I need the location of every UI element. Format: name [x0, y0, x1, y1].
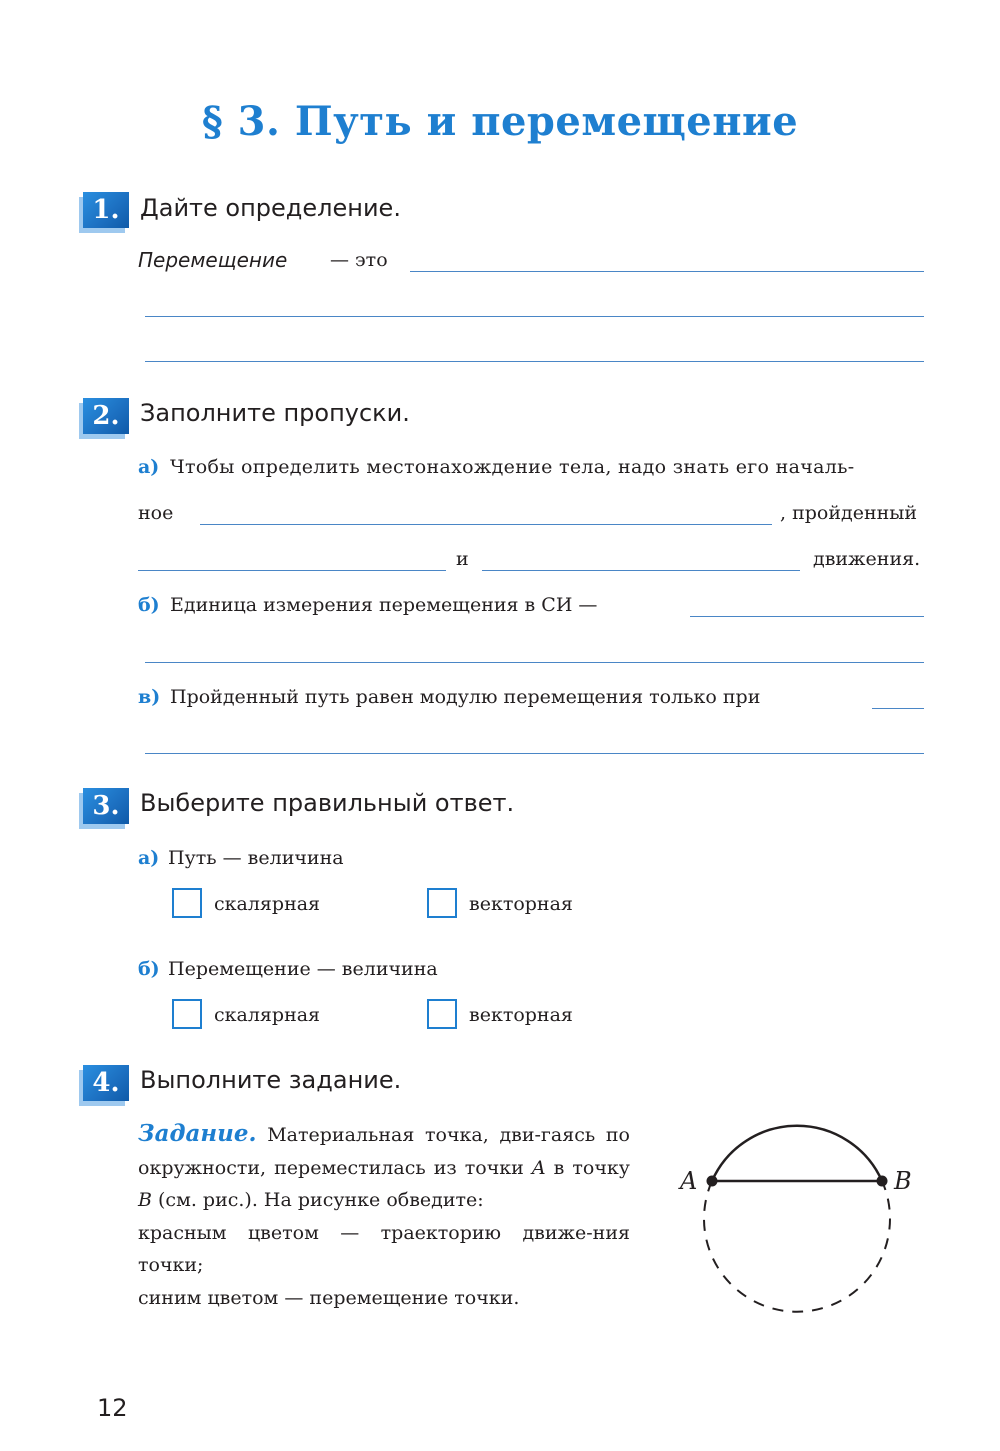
question-4-badge: 4.	[83, 1065, 129, 1101]
q2-b-answer-line-1[interactable]	[690, 616, 924, 617]
q2-a-text-3: , пройденный	[780, 502, 918, 524]
q3-b-vector-checkbox[interactable]	[427, 999, 457, 1029]
q2-c-answer-line-2[interactable]	[145, 753, 924, 754]
q4-task-text-4: красным цветом — траекторию движе-ния точки;	[138, 1221, 630, 1276]
q3-b-scalar-label: скалярная	[214, 1004, 321, 1026]
point-b-label: B	[894, 1167, 912, 1195]
point-a-label: A	[680, 1167, 698, 1195]
q2-a-label: а)	[138, 456, 160, 478]
q2-a-answer-line-3[interactable]	[482, 570, 800, 571]
q4-point-a-ref: A	[531, 1156, 546, 1179]
q4-task-label: Задание.	[138, 1120, 257, 1147]
dashed-circle-arc	[704, 1181, 890, 1312]
q3-b-label: б)	[138, 958, 160, 980]
q3-b-scalar-checkbox[interactable]	[172, 999, 202, 1029]
q4-point-b-ref: B	[138, 1189, 152, 1211]
q2-a-answer-line-2[interactable]	[138, 570, 446, 571]
question-4-heading: Выполните задание.	[140, 1066, 402, 1094]
q2-a-text-5: движения.	[813, 548, 921, 570]
q2-b-label: б)	[138, 594, 160, 616]
q4-task-text-3: (см. рис.). На рисунке обведите:	[158, 1189, 484, 1211]
question-1-heading: Дайте определение.	[140, 194, 401, 222]
q2-b-text: Единица измерения перемещения в СИ —	[170, 594, 598, 616]
q2-a-text-1: Чтобы определить местонахождение тела, надо знать его началь-	[170, 456, 855, 478]
q3-a-text: Путь — величина	[168, 847, 344, 869]
q4-task-text-1: Материальная точка, дви-гаясь по окружности, переместилась из точки	[138, 1124, 630, 1179]
q4-task-text	[138, 1118, 630, 1314]
page-title: § 3. Путь и перемещение	[201, 98, 799, 145]
question-2-heading: Заполните пропуски.	[140, 399, 410, 427]
q2-b-answer-line-2[interactable]	[145, 662, 924, 663]
q3-b-text: Перемещение — величина	[168, 958, 438, 980]
q2-c-label: в)	[138, 686, 161, 708]
q3-b-vector-label: векторная	[469, 1004, 573, 1026]
q4-task-text-2: в точку	[553, 1156, 630, 1179]
circle-figure	[670, 1120, 930, 1350]
trajectory-arc	[712, 1126, 882, 1181]
question-3-heading: Выберите правильный ответ.	[140, 789, 515, 817]
q1-answer-line-3[interactable]	[145, 361, 924, 362]
question-2-badge: 2.	[83, 398, 129, 434]
question-1-badge: 1.	[83, 192, 129, 228]
q1-term: Перемещение	[138, 248, 288, 272]
q3-a-vector-label: векторная	[469, 893, 573, 915]
q2-a-answer-line-1[interactable]	[200, 524, 772, 525]
q2-c-answer-line-1[interactable]	[872, 708, 924, 709]
q3-a-vector-checkbox[interactable]	[427, 888, 457, 918]
point-a-dot	[707, 1176, 718, 1187]
page-number: 12	[97, 1394, 128, 1422]
question-3-badge: 3.	[83, 788, 129, 824]
q3-a-label: а)	[138, 847, 160, 869]
q2-a-text-2: ное	[138, 502, 174, 524]
q1-answer-line-2[interactable]	[145, 316, 924, 317]
q3-a-scalar-checkbox[interactable]	[172, 888, 202, 918]
q2-c-text: Пройденный путь равен модулю перемещения только при	[170, 686, 761, 708]
q4-task-text-5: синим цветом — перемещение точки.	[138, 1286, 520, 1309]
q3-a-scalar-label: скалярная	[214, 893, 321, 915]
q1-dash-text: — это	[330, 249, 388, 271]
q2-a-text-4: и	[456, 548, 469, 570]
point-b-dot	[877, 1176, 888, 1187]
q1-answer-line-1[interactable]	[410, 271, 924, 272]
